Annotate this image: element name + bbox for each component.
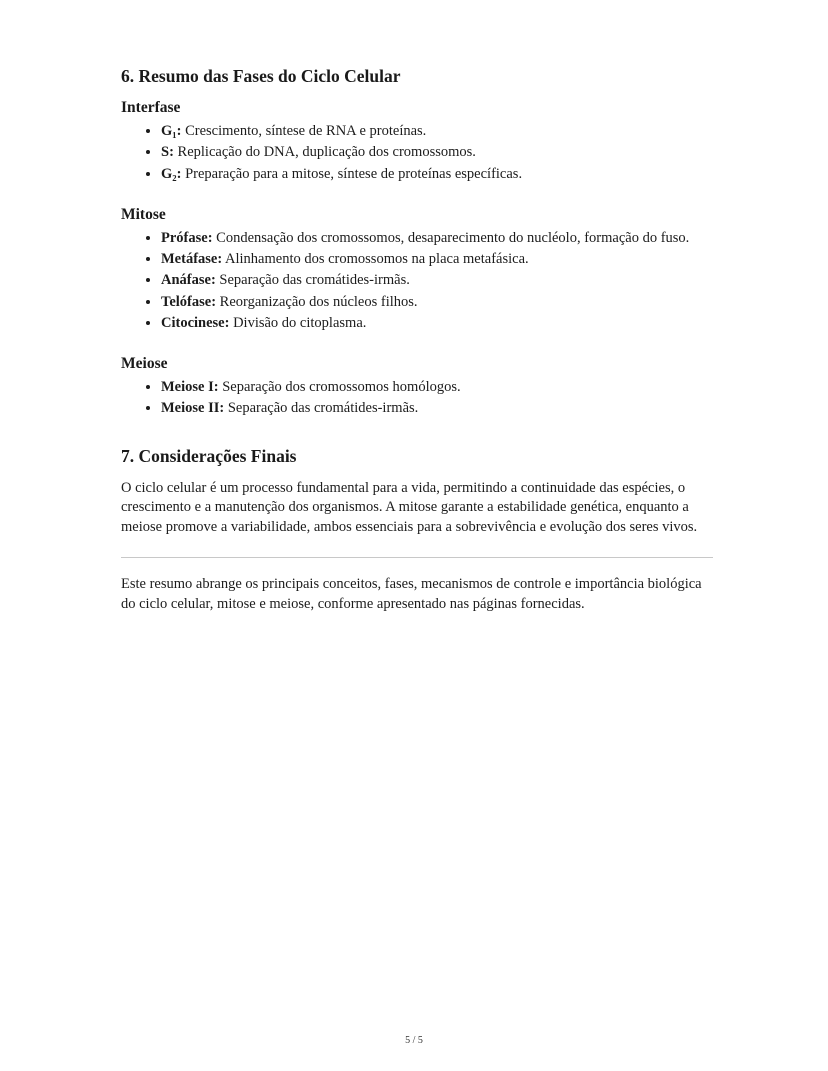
list-item: [161, 378, 713, 397]
document-page: [121, 66, 713, 614]
phase-term: Citocinese:: [161, 314, 230, 331]
phase-desc: Separação das cromátides-irmãs.: [219, 272, 410, 289]
list-item: [161, 271, 713, 290]
list-item: [161, 229, 713, 248]
mitose-heading: Mitose: [121, 205, 166, 223]
phase-desc: Crescimento, síntese de RNA e proteínas.: [185, 123, 427, 139]
phase-term: G₁:: [161, 123, 182, 139]
list-item: [161, 165, 713, 184]
phase-desc: Reorganização dos núcleos filhos.: [219, 293, 418, 310]
list-item: [161, 314, 713, 333]
group-mitose: [121, 206, 713, 333]
phase-term: Telófase:: [161, 293, 217, 310]
page-number: 5 / 5: [405, 1035, 423, 1046]
phase-term: Metáfase:: [161, 250, 223, 267]
interfase-heading: Interfase: [121, 99, 181, 116]
phase-term: Prófase:: [161, 229, 213, 246]
phase-desc: Alinhamento dos cromossomos na placa metafásica.: [225, 250, 529, 267]
group-meiose: [121, 355, 713, 418]
interfase-list: [121, 122, 713, 184]
list-item: [161, 143, 713, 162]
meiose-heading: Meiose: [121, 354, 168, 372]
phase-term: G₂:: [161, 165, 182, 182]
section-divider: [121, 557, 713, 558]
phase-desc: Separação dos cromossomos homólogos.: [222, 378, 461, 395]
group-interfase: [121, 99, 713, 184]
phase-desc: Condensação dos cromossomos, desaparecimento do nucléolo, formação do fuso.: [216, 229, 690, 246]
phase-term: Meiose II:: [161, 400, 225, 417]
meiose-list: [121, 378, 713, 418]
phase-desc: Replicação do DNA, duplicação dos cromossomos.: [177, 144, 476, 161]
phase-desc: Preparação para a mitose, síntese de proteínas específicas.: [185, 165, 523, 182]
phase-term: Anáfase:: [161, 272, 216, 289]
phase-desc: Divisão do citoplasma.: [233, 314, 367, 331]
phase-term: S:: [161, 144, 174, 161]
list-item: [161, 122, 713, 141]
section-6-title: 6. Resumo das Fases do Ciclo Celular: [121, 66, 401, 86]
list-item: [161, 399, 713, 418]
final-section-paragraph: O ciclo celular é um processo fundamental para a vida, permitindo a continuidade das espécies, o crescimento e a manutenção dos organismos. A mitose garante a estabilidade genética, enquanto a meiose promove a variabilidade, ambos essenciais para a sobrevivência e evolução dos seres vivos.: [121, 479, 698, 535]
list-item: [161, 293, 713, 312]
phase-term: Meiose I:: [161, 378, 219, 395]
section-7-title: 7. Considerações Finais: [121, 445, 297, 466]
list-item: [161, 250, 713, 269]
closing-paragraph: Este resumo abrange os principais conceitos, fases, mecanismos de controle e importância biológica do ciclo celular, mitose e meiose, conforme apresentado nas páginas fornecidas.: [121, 576, 702, 612]
mitose-list: [121, 229, 713, 333]
phase-desc: Separação das cromátides-irmãs.: [227, 400, 419, 417]
